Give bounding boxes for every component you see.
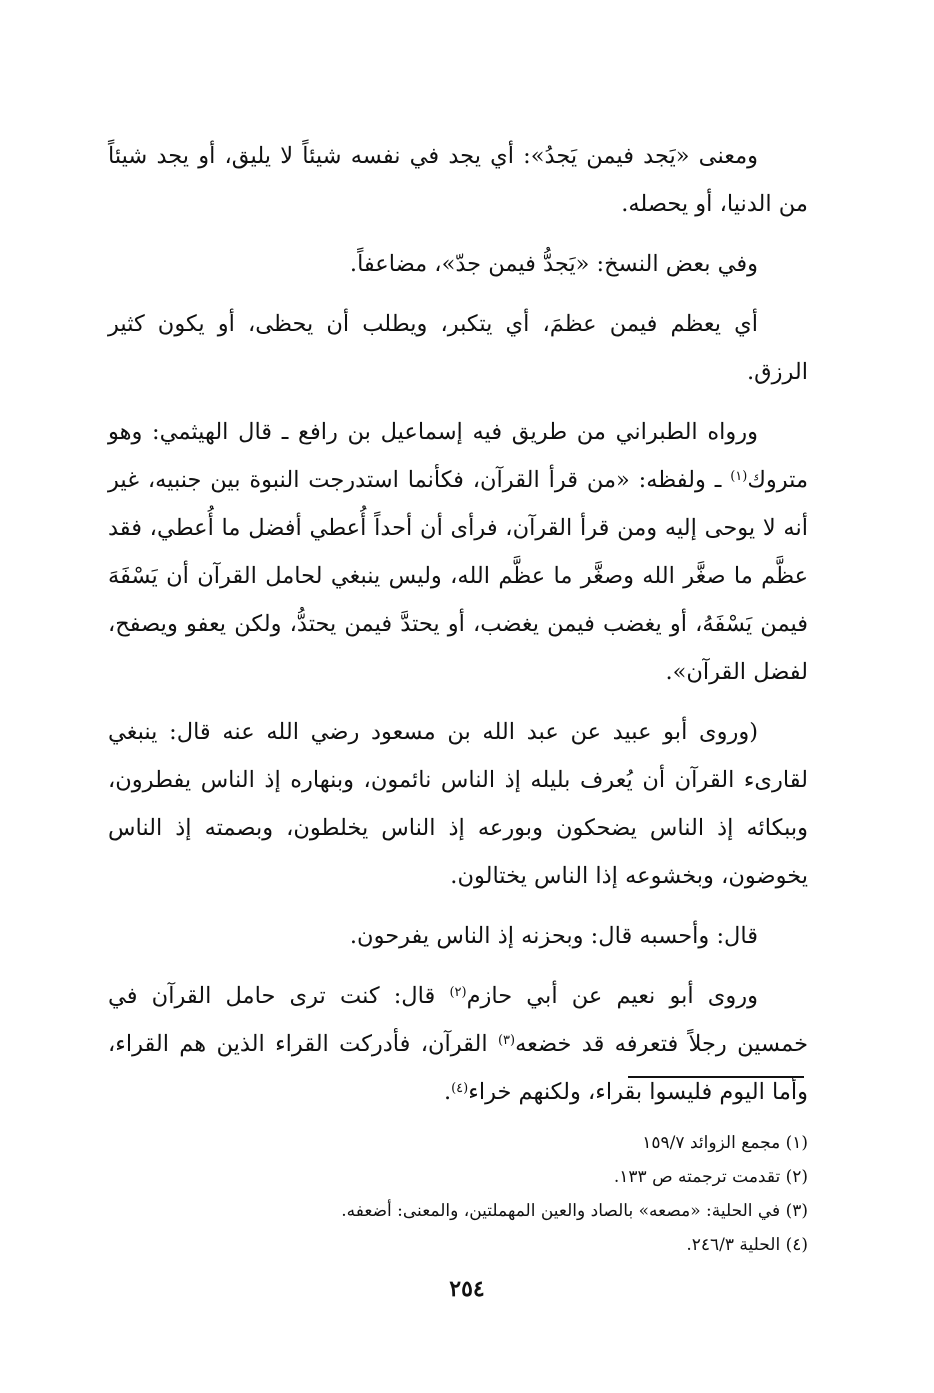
footnote-2: (٢) تقدمت ترجمته ص ١٣٣. [613,1167,808,1187]
footnotes-block [108,1126,808,1262]
paragraph-explanation: أي يعظم فيمن عظمَ، أي يتكبر، ويطلب أن يحظى، أو يكون كثير الرزق. [108,311,808,385]
paragraph-meaning-yajid: ومعنى «يَجد فيمن يَجدُ»: أي يجد في نفسه شيئاً لا يليق، أو يجد شيئاً من الدنيا، أو يحصله. [108,143,808,217]
paragraph-tabarani-narration: ورواه الطبراني من طريق فيه إسماعيل بن رافع ـ قال الهيثمي: وهو متروك$^{(١)}$ ـ ولفظه: «من قرأ القرآن، فكأنما استدرجت النبوة بين جنبيه، غير أنه لا يوحى إليه ومن قرأ القرآن، فرأى أن أحداً أُعطي أفضل ما أُعطي، فقد عظَّم ما صغَّر الله وصغَّر ما عظَّم الله، وليس ينبغي لحامل القرآن أن يَسْفَهَ فيمن يَسْفَهُ، أو يغضب فيمن يغضب، أو يحتدَّ فيمن يحتدُّ، ولكن يعفو ويصفح، لفضل القرآن». [108,419,808,685]
footnote-separator [628,1076,804,1078]
paragraph-qala-ahsabuhu: قال: وأحسبه قال: وبحزنه إذ الناس يفرحون. [349,923,758,949]
footnote-4: (٤) الحلية ٢٤٦/٣. [686,1235,808,1255]
page-number: ٢٥٤ [449,1276,485,1302]
main-text-block [108,132,808,1128]
paragraph-abu-nuaim-narration: وروى أبو نعيم عن أبي حازم$^{(٢)}$ قال: كنت ترى حامل القرآن في خمسين رجلاً فتعرفه قد خضعه$^{(٣)}$ القرآن، فأدركت القراء الذين هم القراء، وأما اليوم فليسوا بقراء، ولكنهم خراء$^{(٤)}$. [108,983,808,1105]
paragraph-abu-ubaid-narration: (وروى أبو عبيد عن عبد الله بن مسعود رضي الله عنه قال: ينبغي لقارىء القرآن أن يُعرف بليله إذ الناس نائمون، وبنهاره إذ الناس يفطرون، وببكائه إذ الناس يضحكون وبورعه إذ الناس يخلطون، وبصمته إذ الناس يخوضون، وبخشوعه إذا الناس يختالون. [108,719,808,889]
footnote-1: (١) مجمع الزوائد ١٥٩/٧ [642,1133,808,1153]
paragraph-manuscript-variant: وفي بعض النسخ: «يَجدُّ فيمن جدّ»، مضاعفاً. [349,251,758,277]
footnote-3: (٣) في الحلية: «مصعه» بالصاد والعين المهملتين، والمعنى: أضعفه. [341,1201,808,1221]
